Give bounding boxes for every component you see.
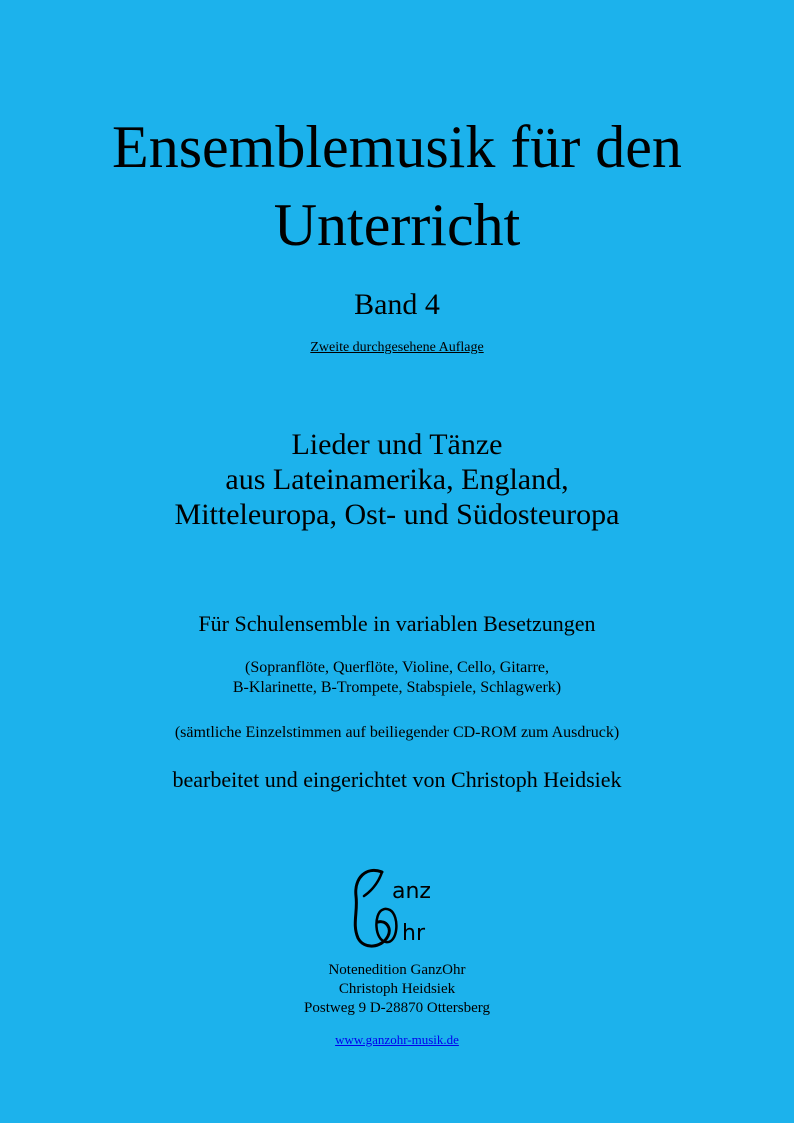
publisher-address [0, 961, 794, 1018]
subtitle-line-2: aus Lateinamerika, England, [225, 463, 569, 496]
subtitle [0, 427, 794, 532]
instrument-list [0, 658, 794, 698]
edition-note: Zweite durchgesehene Auflage [310, 340, 484, 355]
arranger-credit: bearbeitet und eingerichtet von Christoph Heidsiek [172, 767, 622, 792]
page-title [0, 108, 794, 264]
subtitle-line-1: Lieder und Tänze [291, 428, 503, 461]
publisher-line-2: Christoph Heidsiek [338, 981, 456, 997]
band-label: Band 4 [354, 288, 440, 321]
svg-text:hr: hr [402, 921, 425, 946]
website [0, 1032, 794, 1048]
ganzohr-logo-icon [348, 862, 448, 952]
publisher-line-1: Notenedition GanzOhr [328, 962, 466, 978]
svg-text:anz: anz [392, 879, 431, 904]
ensemble-description: Für Schulensemble in variablen Besetzungen [198, 611, 596, 636]
publisher-line-3: Postweg 9 D-28870 Ottersberg [304, 1000, 490, 1016]
website-link[interactable]: www.ganzohr-musik.de [335, 1032, 459, 1047]
cdrom-note: (sämtliche Einzelstimmen auf beiliegender CD-ROM zum Ausdruck) [174, 724, 620, 741]
instrument-line-2: B-Klarinette, B-Trompete, Stabspiele, Schlagwerk) [232, 679, 562, 696]
instrument-line-1: (Sopranflöte, Querflöte, Violine, Cello, Gitarre, [245, 659, 549, 676]
title-line-1: Ensemblemusik für den [112, 114, 682, 180]
subtitle-line-3: Mitteleuropa, Ost- und Südosteuropa [174, 498, 620, 531]
title-line-2: Unterricht [273, 192, 521, 258]
